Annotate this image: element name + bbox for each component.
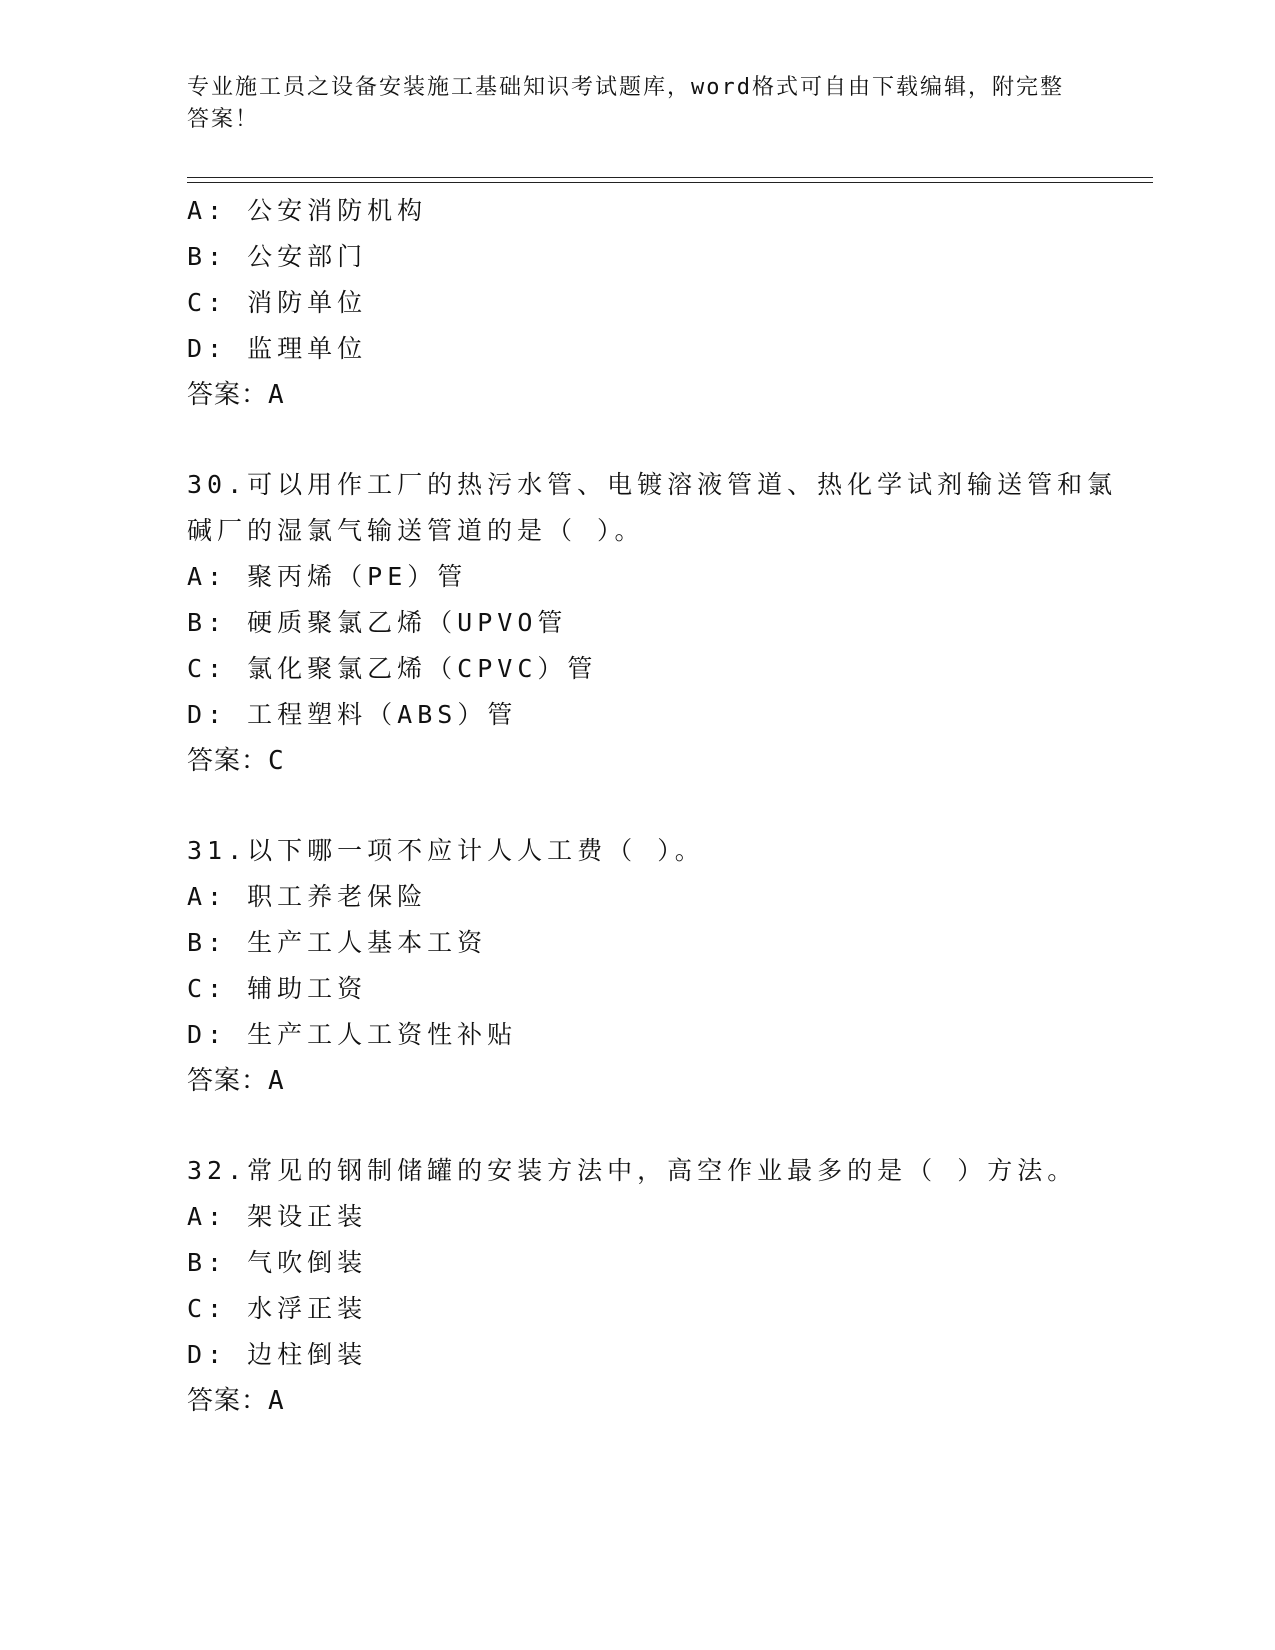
header-divider-top: [187, 177, 1153, 178]
question-text: 可以用作工厂的热污水管、电镀溶液管道、热化学试剂输送管和氯: [247, 470, 1118, 499]
option-letter: B:: [187, 1248, 228, 1277]
question-block-31: [187, 828, 1087, 1104]
option-text: 生产工人工资性补贴: [247, 1020, 518, 1049]
option-letter: C:: [187, 654, 228, 683]
question-number: 30.: [187, 470, 248, 499]
option-text: 氯化聚氯乙烯（CPVC）管: [247, 654, 598, 683]
option-text: 架设正装: [247, 1202, 368, 1231]
option-letter: B:: [187, 928, 228, 957]
option-d: [187, 326, 1087, 372]
option-c: [187, 966, 1087, 1012]
question-text: 以下哪一项不应计人人工费（ ）。: [247, 836, 705, 865]
option-d: [187, 692, 1087, 738]
answer-line: [187, 372, 1087, 418]
option-a: [187, 188, 1087, 234]
option-text: 公安消防机构: [247, 196, 428, 225]
option-text: 边柱倒装: [247, 1340, 368, 1369]
answer-value: A: [268, 380, 285, 410]
option-letter: D:: [187, 700, 228, 729]
answer-line: [187, 1058, 1087, 1104]
option-b: [187, 600, 1087, 646]
option-letter: B:: [187, 608, 228, 637]
option-letter: D:: [187, 1020, 228, 1049]
option-text: 工程塑料（ABS）管: [247, 700, 518, 729]
option-letter: A:: [187, 562, 228, 591]
option-letter: A:: [187, 196, 228, 225]
option-letter: A:: [187, 1202, 228, 1231]
option-text: 水浮正装: [247, 1294, 368, 1323]
option-letter: D:: [187, 1340, 228, 1369]
question-text: 常见的钢制储罐的安装方法中，高空作业最多的是（ ）方法。: [247, 1156, 1078, 1185]
option-text: 生产工人基本工资: [247, 928, 488, 957]
option-a: [187, 554, 1087, 600]
option-a: [187, 874, 1087, 920]
question-block-32: [187, 1148, 1087, 1424]
option-text: 气吹倒装: [247, 1248, 368, 1277]
option-b: [187, 234, 1087, 280]
option-d: [187, 1332, 1087, 1378]
answer-line: [187, 1378, 1087, 1424]
question-stem: [187, 1148, 1087, 1194]
answer-line: [187, 738, 1087, 784]
question-block-prev: [187, 188, 1087, 418]
document-header: 专业施工员之设备安装施工基础知识考试题库，word格式可自由下载编辑，附完整答案！: [187, 75, 1064, 132]
answer-value: A: [268, 1386, 285, 1416]
answer-value: A: [268, 1066, 285, 1096]
answer-label: 答案：: [187, 746, 269, 776]
question-list: [187, 188, 1118, 1424]
option-b: [187, 920, 1087, 966]
option-a: [187, 1194, 1087, 1240]
option-text: 监理单位: [247, 334, 368, 363]
option-c: [187, 646, 1087, 692]
option-b: [187, 1240, 1087, 1286]
option-c: [187, 1286, 1087, 1332]
option-letter: D:: [187, 334, 228, 363]
question-stem: [187, 462, 1118, 508]
question-number: 32.: [187, 1156, 248, 1185]
option-letter: C:: [187, 1294, 228, 1323]
option-letter: C:: [187, 974, 228, 1003]
answer-value: C: [268, 746, 285, 776]
question-stem: [187, 828, 1087, 874]
option-c: [187, 280, 1087, 326]
option-letter: B:: [187, 242, 228, 271]
option-text: 辅助工资: [247, 974, 368, 1003]
option-text: 公安部门: [247, 242, 368, 271]
option-letter: C:: [187, 288, 228, 317]
option-text: 聚丙烯（PE）管: [247, 562, 468, 591]
answer-label: 答案：: [187, 380, 269, 410]
option-text: 硬质聚氯乙烯（UPVO管: [247, 608, 568, 637]
question-block-30: [187, 462, 1118, 784]
option-d: [187, 1012, 1087, 1058]
question-stem-cont: 碱厂的湿氯气输送管道的是（ ）。: [187, 516, 645, 545]
question-number: 31.: [187, 836, 248, 865]
answer-label: 答案：: [187, 1066, 269, 1096]
header-divider-bottom: [187, 182, 1153, 183]
option-letter: A:: [187, 882, 228, 911]
option-text: 消防单位: [247, 288, 368, 317]
option-text: 职工养老保险: [247, 882, 428, 911]
answer-label: 答案：: [187, 1386, 269, 1416]
